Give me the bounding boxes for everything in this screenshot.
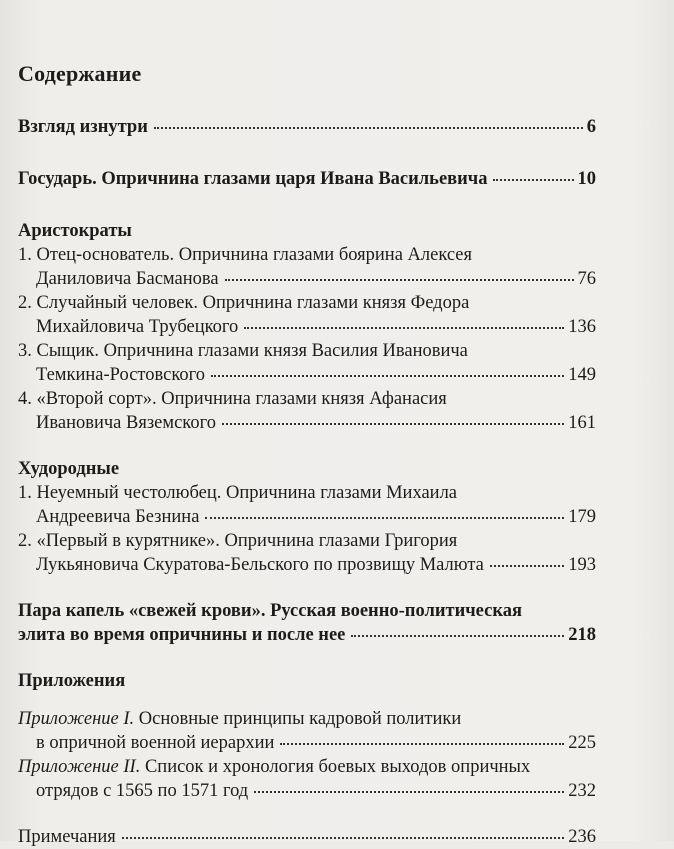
toc-entry-label: Темкина-Ростовского xyxy=(36,365,206,385)
dot-leader xyxy=(490,564,564,567)
toc-title: Содержание xyxy=(18,61,142,86)
toc-page-number: 193 xyxy=(568,555,596,575)
toc-page-number: 218 xyxy=(568,625,596,645)
toc-entry-label: Ивановича Вяземского xyxy=(36,413,216,433)
toc-entry-line: 2. Случайный человек. Опричнина глазами князя Федора xyxy=(18,293,470,313)
toc-page-number: 136 xyxy=(568,317,596,337)
section-heading: Худородные xyxy=(18,459,120,479)
toc-entry[interactable] xyxy=(18,243,596,291)
dot-leader xyxy=(351,634,564,637)
dot-leader xyxy=(254,790,564,793)
dot-leader xyxy=(154,126,583,129)
toc-page-number: 161 xyxy=(568,413,596,433)
dot-leader xyxy=(280,742,564,745)
dot-leader xyxy=(122,836,564,839)
toc-entry[interactable] xyxy=(18,167,596,191)
toc-entry-label: отрядов с 1565 по 1571 год xyxy=(36,781,249,801)
toc-entry-line: Пара капель «свежей крови». Русская военно-политическая xyxy=(18,601,522,621)
toc-entry[interactable] xyxy=(18,115,596,139)
toc-entry-label: Даниловича Басманова xyxy=(36,269,219,289)
dot-leader xyxy=(493,178,573,181)
toc-entry[interactable] xyxy=(18,387,596,435)
toc-entry-line: 2. «Первый в курятнике». Опричнина глазами Григория xyxy=(18,531,458,551)
dot-leader xyxy=(244,326,564,329)
toc-page-number: 225 xyxy=(568,733,596,753)
toc-entry-label: Лукьяновича Скуратова-Бельского по прозвищу Малюта xyxy=(36,555,484,575)
toc-entry-label: Примечания xyxy=(18,827,116,847)
toc-entry-line: 1. Неуемный честолюбец. Опричнина глазами Михаила xyxy=(18,483,458,503)
toc-page-number: 179 xyxy=(568,507,596,527)
section-heading: Приложения xyxy=(18,671,126,691)
toc-entry-label: в опричной военной иерархии xyxy=(36,733,275,753)
toc-entry[interactable] xyxy=(18,481,596,529)
toc-page-number: 10 xyxy=(577,169,596,189)
toc-entry-label: Михайловича Трубецкого xyxy=(36,317,239,337)
appendix-prefix: Приложение I. xyxy=(18,709,135,729)
toc-entry[interactable] xyxy=(18,825,596,849)
toc-entry-label: Андреевича Безнина xyxy=(36,507,200,527)
toc-entry[interactable] xyxy=(18,755,596,803)
appendix-title: Основные принципы кадровой политики xyxy=(134,709,462,729)
toc-page-number: 76 xyxy=(577,269,596,289)
toc-page-number: 236 xyxy=(568,827,596,847)
dot-leader xyxy=(222,422,564,425)
toc-entry[interactable] xyxy=(18,291,596,339)
toc-entry[interactable] xyxy=(18,599,596,647)
toc-entry-line: 3. Сыщик. Опричнина глазами князя Василия Ивановича xyxy=(18,341,468,361)
toc-entry-line xyxy=(18,755,596,779)
toc-entry-line: 1. Отец-основатель. Опричнина глазами боярина Алексея xyxy=(18,245,473,265)
toc-page-number: 6 xyxy=(586,117,596,137)
appendix-prefix: Приложение II. xyxy=(18,757,141,777)
toc-entry[interactable] xyxy=(18,529,596,577)
toc-entry-label: Государь. Опричнина глазами царя Ивана Васильевича xyxy=(18,169,488,189)
toc-page-number: 232 xyxy=(568,781,596,801)
toc-entry[interactable] xyxy=(18,339,596,387)
appendix-title: Список и хронология боевых выходов опричных xyxy=(140,757,531,777)
toc-entry-line xyxy=(18,707,596,731)
toc-entry[interactable] xyxy=(18,707,596,755)
dot-leader xyxy=(205,516,564,519)
dot-leader xyxy=(225,278,574,281)
toc-entry-line: 4. «Второй сорт». Опричнина глазами князя Афанасия xyxy=(18,389,447,409)
section-heading: Аристократы xyxy=(18,221,132,241)
toc-entry-label: элита во время опричнины и после нее xyxy=(18,625,346,645)
toc-entry-label: Взгляд изнутри xyxy=(18,117,148,137)
toc-page-number: 149 xyxy=(568,365,596,385)
dot-leader xyxy=(211,374,564,377)
